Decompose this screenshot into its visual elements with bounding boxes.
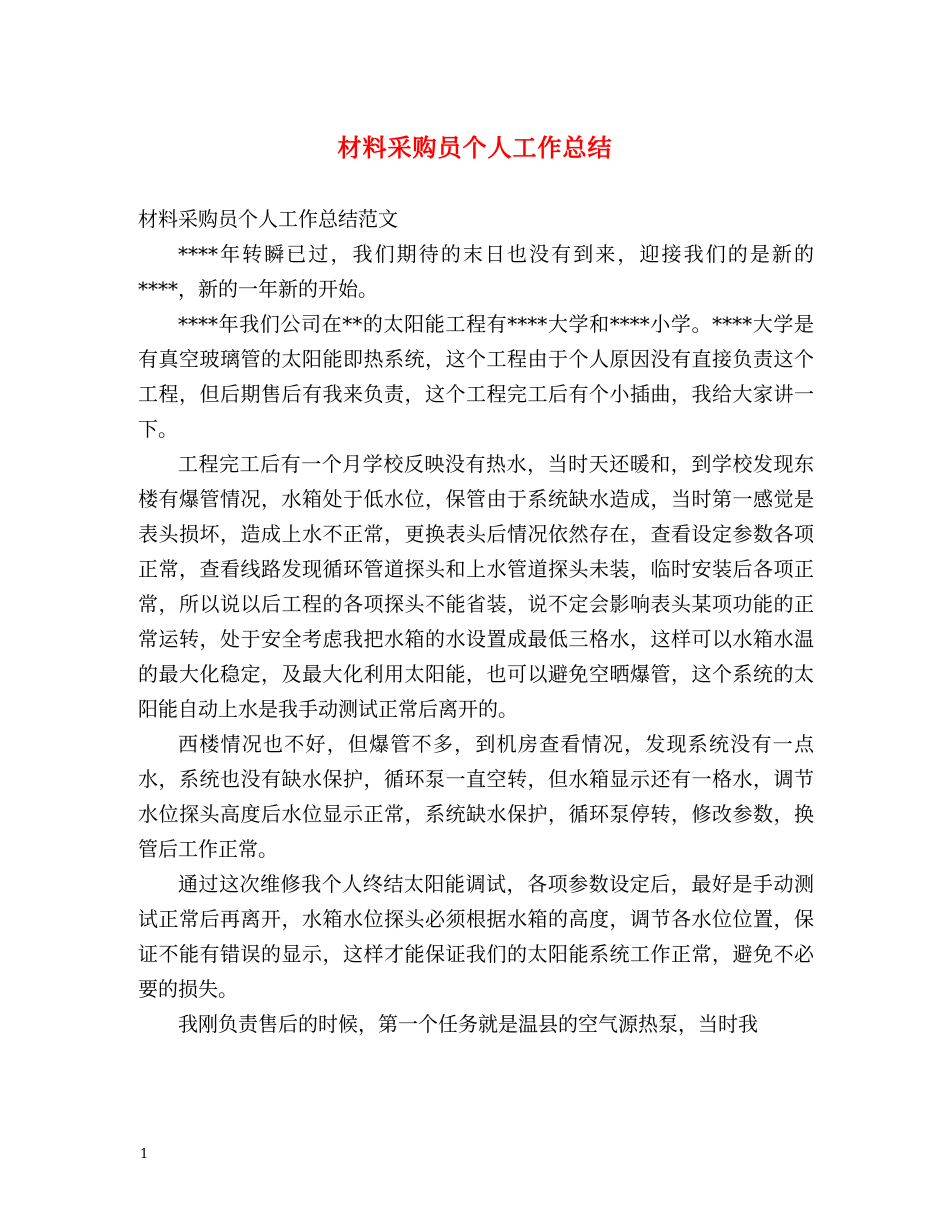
document-subtitle: 材料采购员个人工作总结范文 — [138, 207, 398, 231]
paragraph-4: 西楼情况也不好，但爆管不多，到机房查看情况，发现系统没有一点水，系统也没有缺水保护，循环泵一直空转，但水箱显示还有一格水，调节水位探头高度后水位显示正常，系统缺水保护，循环泵停转，修改参数，换管后工作正常。 — [138, 732, 814, 861]
paragraph-5: 通过这次维修我个人终结太阳能调试，各项参数设定后，最好是手动测试正常后再离开，水箱水位探头必须根据水箱的高度，调节各水位位置，保证不能有错误的显示，这样才能保证我们的太阳能系统工作正常，避免不必要的损失。 — [138, 872, 814, 1001]
paragraph-2: ****年我们公司在**的太阳能工程有****大学和****小学。****大学是有真空玻璃管的太阳能即热系统，这个工程由于个人原因没有直接负责这个工程，但后期售后有我来负责，这个工程完工后有个小插曲，我给大家讲一下。 — [138, 312, 814, 441]
document-body — [138, 202, 814, 1042]
document-title: 材料采购员个人工作总结 — [337, 133, 613, 162]
page-number: 1 — [140, 1147, 149, 1162]
paragraph-1: ****年转瞬已过，我们期待的末日也没有到来，迎接我们的是新的****，新的一年新的开始。 — [138, 242, 814, 301]
paragraph-3: 工程完工后有一个月学校反映没有热水，当时天还暖和，到学校发现东楼有爆管情况，水箱处于低水位，保管由于系统缺水造成，当时第一感觉是表头损坏，造成上水不正常，更换表头后情况依然存在，查看设定参数各项正常，查看线路发现循环管道探头和上水管道探头未装，临时安装后各项正常，所以说以后工程的各项探头不能省装，说不定会影响表头某项功能的正常运转，处于安全考虑我把水箱的水设置成最低三格水，这样可以水箱水温的最大化稳定，及最大化利用太阳能，也可以避免空晒爆管，这个系统的太阳能自动上水是我手动测试正常后离开的。 — [138, 452, 814, 721]
paragraph-6: 我刚负责售后的时候，第一个任务就是温县的空气源热泵，当时我 — [178, 1012, 758, 1036]
